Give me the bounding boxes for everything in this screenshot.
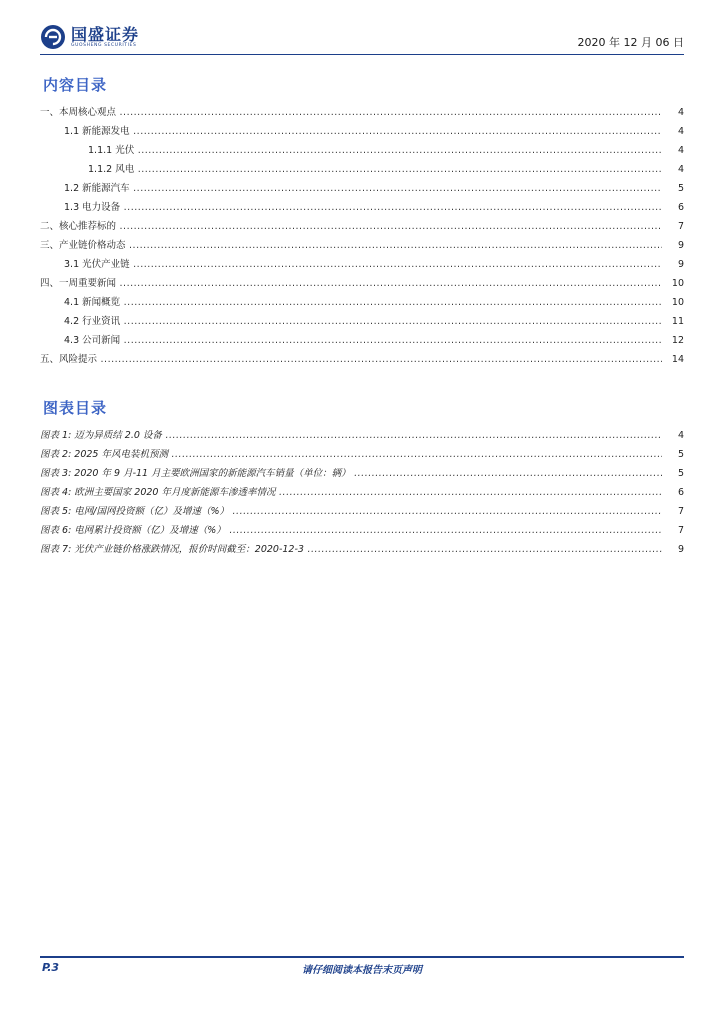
header-divider xyxy=(40,54,684,55)
figure-entry[interactable] xyxy=(40,521,684,540)
figure-entry-page-number: 6 xyxy=(676,483,684,502)
figure-entry[interactable] xyxy=(40,502,684,521)
toc-entry[interactable] xyxy=(40,274,684,293)
toc-entry-label: 4.1 新闻概览 ..... xyxy=(40,293,662,312)
toc-entry-page-number: 9 xyxy=(676,236,684,255)
figure-entry[interactable] xyxy=(40,540,684,559)
figure-entry[interactable] xyxy=(40,464,684,483)
toc-entry-label: 1.3 电力设备 ..... xyxy=(40,198,662,217)
toc-entry[interactable] xyxy=(40,103,684,122)
logo-mark-icon xyxy=(40,24,66,50)
footer-divider xyxy=(40,956,684,958)
figure-entry[interactable] xyxy=(40,445,684,464)
toc-entry-label: 4.2 行业资讯 ..... xyxy=(40,312,662,331)
figure-entry-page-number: 7 xyxy=(676,502,684,521)
disclaimer-note: 请仔细阅读本报告末页声明 xyxy=(302,965,422,976)
toc-entry-page-number: 4 xyxy=(676,160,684,179)
figure-entry-label: 图表 7: 光伏产业链价格涨跌情况，报价时间截至：2020-12-3 ..... xyxy=(40,540,662,559)
figure-entry-page-number: 5 xyxy=(676,445,684,464)
toc-entry-page-number: 4 xyxy=(676,141,684,160)
toc-entry-label: 1.1.2 风电 ..... xyxy=(40,160,662,179)
toc-entry-label: 三、产业链价格动态 ..... xyxy=(40,236,662,255)
toc-entry[interactable] xyxy=(40,236,684,255)
toc-entry-page-number: 4 xyxy=(676,122,684,141)
toc-entry[interactable] xyxy=(40,160,684,179)
toc-entry[interactable] xyxy=(40,331,684,350)
figure-entry-label: 图表 3: 2020 年 9 月-11 月主要欧洲国家的新能源汽车销量（单位：辆） ..... xyxy=(40,464,662,483)
toc-entry-label: 五、风险提示 ..... xyxy=(40,350,662,369)
toc-entry-label: 1.1 新能源发电 ..... xyxy=(40,122,662,141)
toc-entry-label: 4.3 公司新闻 ..... xyxy=(40,331,662,350)
toc-entry-label: 四、一周重要新闻 ..... xyxy=(40,274,662,293)
logo-english-text: GUOSHENG SECURITIES xyxy=(71,42,137,48)
toc-entry-page-number: 5 xyxy=(676,179,684,198)
toc-entry-page-number: 6 xyxy=(676,198,684,217)
figure-entry-label: 图表 5: 电网/国网投资额（亿）及增速（%） ..... xyxy=(40,502,662,521)
toc-entry[interactable] xyxy=(40,217,684,236)
toc-entry-label: 1.2 新能源汽车 ..... xyxy=(40,179,662,198)
toc-entry-page-number: 12 xyxy=(670,331,684,350)
figures-title: 图表目录 xyxy=(43,399,108,417)
figure-entry[interactable] xyxy=(40,483,684,502)
page-number: P.3 xyxy=(42,961,60,974)
toc-entry[interactable] xyxy=(40,198,684,217)
toc-entry-page-number: 4 xyxy=(676,103,684,122)
toc-entry[interactable] xyxy=(40,312,684,331)
company-logo xyxy=(40,22,139,52)
figure-entry-page-number: 7 xyxy=(676,521,684,540)
figure-entry[interactable] xyxy=(40,426,684,445)
figure-entry-page-number: 5 xyxy=(676,464,684,483)
toc-entry-label: 二、核心推荐标的 ..... xyxy=(40,217,662,236)
toc-entry[interactable] xyxy=(40,255,684,274)
toc-entry-label: 1.1.1 光伏 ..... xyxy=(40,141,662,160)
figure-entry-page-number: 4 xyxy=(676,426,684,445)
table-of-contents xyxy=(40,103,684,369)
figure-entry-label: 图表 2: 2025 年风电装机预测 ..... xyxy=(40,445,662,464)
figure-entry-label: 图表 4: 欧洲主要国家 2020 年月度新能源车渗透率情况 ..... xyxy=(40,483,662,502)
toc-entry-page-number: 10 xyxy=(670,293,684,312)
toc-entry-page-number: 10 xyxy=(670,274,684,293)
toc-entry-label: 3.1 光伏产业链 ..... xyxy=(40,255,662,274)
toc-entry-page-number: 9 xyxy=(676,255,684,274)
figure-entry-page-number: 9 xyxy=(676,540,684,559)
figure-entry-label: 图表 1: 迈为异质结 2.0 设备 ..... xyxy=(40,426,662,445)
toc-title: 内容目录 xyxy=(43,76,108,94)
toc-entry[interactable] xyxy=(40,141,684,160)
figure-entry-label: 图表 6: 电网累计投资额（亿）及增速（%） ..... xyxy=(40,521,662,540)
toc-entry-page-number: 11 xyxy=(670,312,684,331)
toc-entry-page-number: 7 xyxy=(676,217,684,236)
toc-entry[interactable] xyxy=(40,293,684,312)
toc-entry-label: 一、本周核心观点 ..... xyxy=(40,103,662,122)
toc-entry[interactable] xyxy=(40,350,684,369)
report-date: 2020 年 12 月 06 日 xyxy=(577,36,684,49)
logo-chinese-text: 国盛证券 xyxy=(71,24,140,44)
toc-entry-page-number: 14 xyxy=(670,350,684,369)
page-header xyxy=(40,22,684,52)
toc-entry[interactable] xyxy=(40,122,684,141)
toc-entry[interactable] xyxy=(40,179,684,198)
list-of-figures xyxy=(40,426,684,559)
